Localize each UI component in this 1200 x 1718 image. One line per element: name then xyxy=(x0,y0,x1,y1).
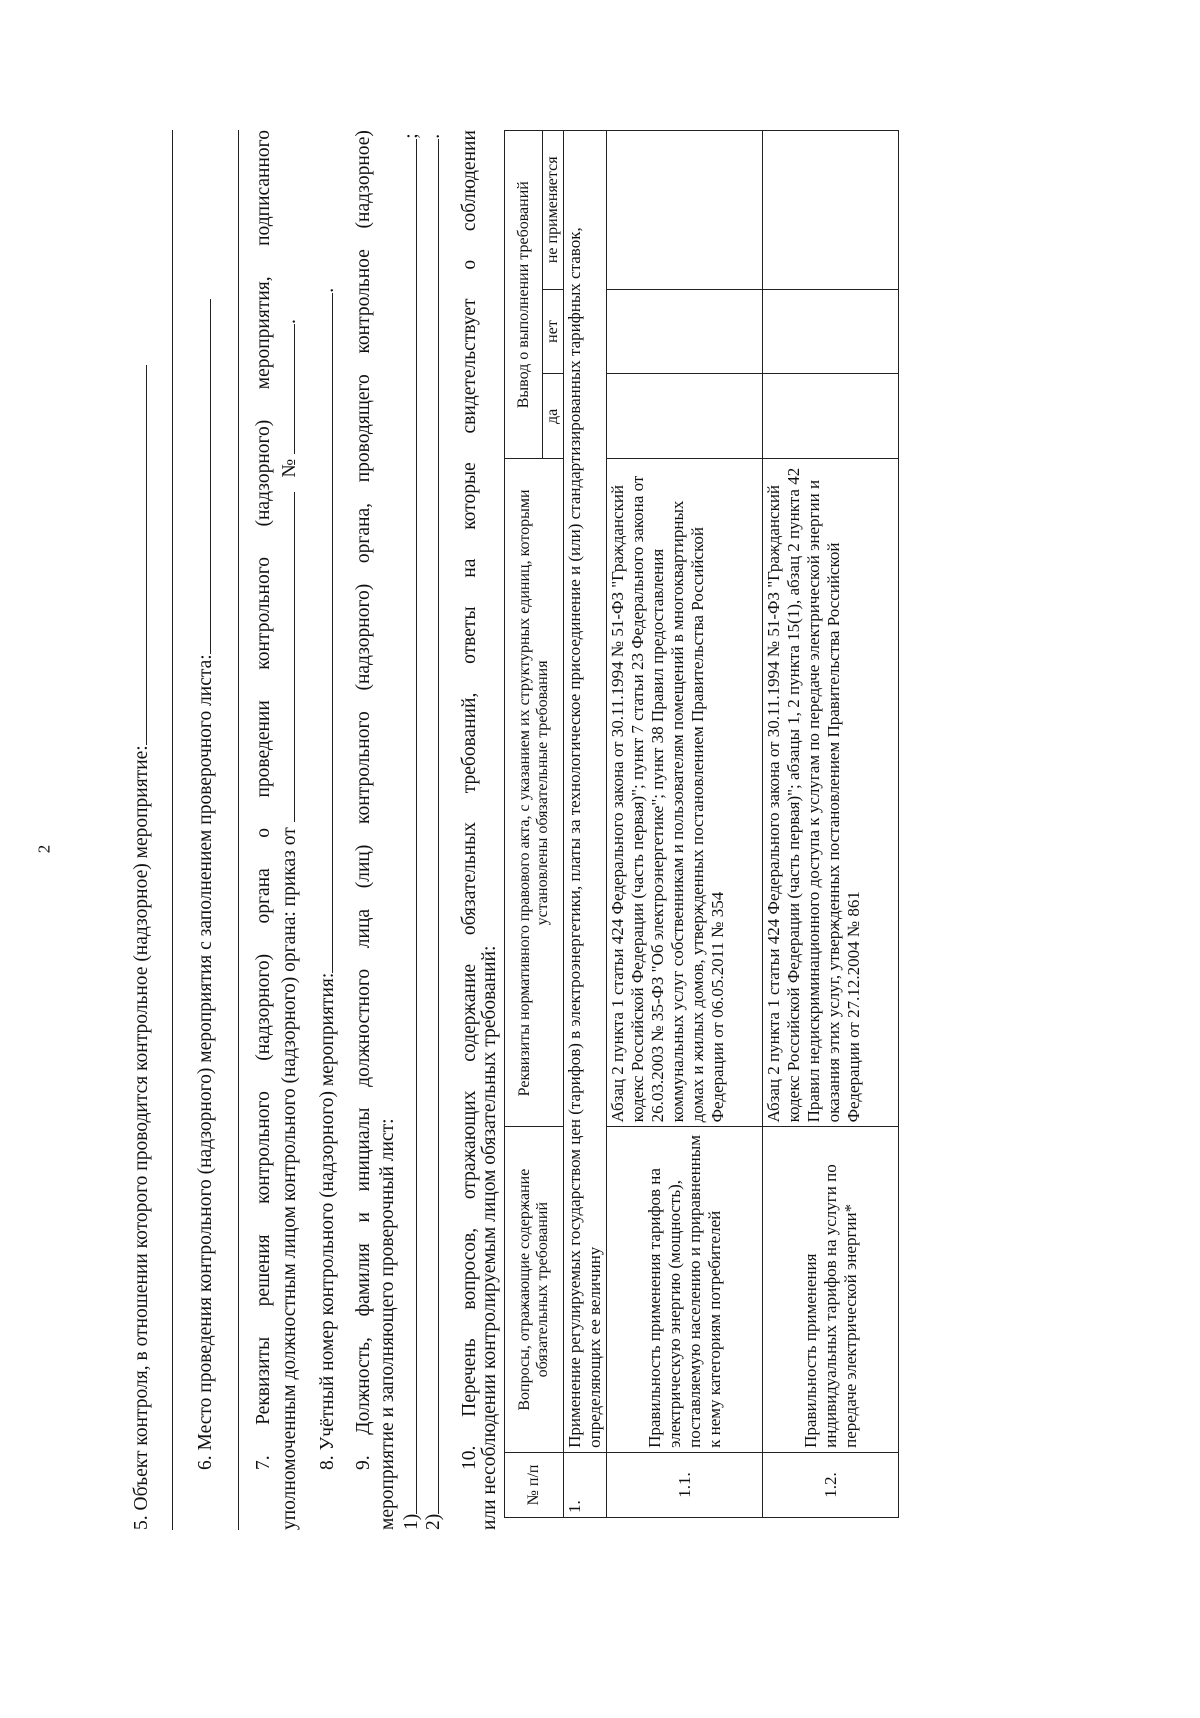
header-yes: да xyxy=(543,374,564,459)
item-6-extra-rule xyxy=(238,130,239,1530)
item-7-word: о xyxy=(253,827,274,838)
row-yes-cell[interactable] xyxy=(607,374,763,459)
table-header-row xyxy=(505,131,543,1518)
item-10-word: 10. xyxy=(459,1445,480,1470)
item-10-word: Перечень xyxy=(459,1338,480,1417)
item-9-sub-2: 2). xyxy=(420,130,446,1530)
item-7-number-sign: № xyxy=(279,458,300,478)
item-7-word: 7. xyxy=(253,1455,274,1470)
item-9-word: (надзорное) xyxy=(353,130,374,229)
item-10-word: отражающих xyxy=(459,1090,480,1200)
item-7-line-2: уполномоченным должностным лицом контрольного (надзорного) органа: приказ от № . xyxy=(276,130,302,1530)
item-9-word: контрольное xyxy=(353,249,374,354)
item-9-sub-1-blank xyxy=(398,139,417,1514)
requirements-table xyxy=(504,130,899,1518)
item-9-line-1 xyxy=(352,130,376,1470)
row-num: 1.2. xyxy=(763,1452,899,1517)
item-7-word: мероприятия, xyxy=(253,276,274,390)
item-6 xyxy=(192,130,218,1530)
item-9-sub-1-label: 1) xyxy=(401,1513,422,1530)
row-yes-cell[interactable] xyxy=(763,374,899,459)
item-8-label: 8. Учётный номер контрольного (надзорного) мероприятия: xyxy=(317,972,338,1470)
document-body xyxy=(120,130,863,1530)
row-na-cell[interactable] xyxy=(607,131,763,290)
item-7-number-blank xyxy=(276,324,295,454)
header-na: не применяется xyxy=(543,131,564,290)
section-text: Применение регулируемых государством цен (тарифов) в электроэнергетики, платы за технологическое присоединение и (или) стандартизированных тарифных ставок, определяющих ее величину xyxy=(564,131,607,1453)
row-question: Правильность применения тарифов на электрическую энергию (мощность), поставляемую населению и приравненным к нему категориям потребителей xyxy=(607,1127,763,1453)
item-8-blank xyxy=(314,293,333,973)
row-question: Правильность применения индивидуальных тарифов на услуги по передаче электрической энергии* xyxy=(763,1127,899,1453)
header-num: № п/п xyxy=(505,1452,564,1517)
item-9-word: органа, xyxy=(353,502,374,564)
item-10-word: на xyxy=(459,558,480,578)
item-10-word: соблюдении xyxy=(459,130,480,232)
header-requisites: Реквизиты нормативного правового акта, с указанием их структурных единиц, которыми установлены обязательные требования xyxy=(505,459,564,1127)
item-10-word: вопросов, xyxy=(459,1227,480,1310)
section-num: 1. xyxy=(564,1452,607,1517)
item-9-word: фамилия xyxy=(353,1243,374,1317)
item-9-sub-1: 1); xyxy=(398,130,424,1530)
item-10-word: обязательных xyxy=(459,822,480,936)
item-10-word: о xyxy=(459,259,480,270)
item-10-line-2: или несоблюдении контролируемым лицом обязательных требований: xyxy=(479,945,500,1530)
item-9-word: лица xyxy=(353,908,374,949)
table-row xyxy=(763,131,899,1518)
item-6-blank xyxy=(192,299,211,654)
row-no-cell[interactable] xyxy=(607,289,763,374)
item-7-word: решения xyxy=(253,1234,274,1307)
item-9-word: 9. xyxy=(353,1455,374,1470)
item-8: 8. Учётный номер контрольного (надзорного) мероприятия:. xyxy=(314,130,340,1530)
row-na-cell[interactable] xyxy=(763,131,899,290)
item-7-word: Реквизиты xyxy=(253,1336,274,1425)
item-9-word: и xyxy=(353,1212,374,1223)
item-7-word: проведении xyxy=(253,700,274,798)
item-7-word: контрольного xyxy=(253,556,274,670)
item-7-word: подписанного xyxy=(253,130,274,246)
item-7-word: органа xyxy=(253,868,274,924)
row-no-cell[interactable] xyxy=(763,289,899,374)
item-7-word: (надзорного) xyxy=(253,419,274,527)
item-10-word: содержание xyxy=(459,963,480,1062)
item-5 xyxy=(128,130,154,1530)
page-number: 2 xyxy=(34,844,54,854)
header-no: нет xyxy=(543,289,564,374)
item-9-word: Должность, xyxy=(353,1337,374,1435)
item-7-line-1 xyxy=(252,130,276,1470)
item-10-word: свидетельствует xyxy=(459,298,480,434)
item-9-line-2: мероприятие и заполняющего проверочный лист: xyxy=(377,1118,398,1530)
table-row xyxy=(607,131,763,1518)
header-conclusion: Вывод о выполнении требований xyxy=(505,131,543,459)
item-5-label: 5. Объект контроля, в отношении которого проводится контрольное (надзорное) мероприятие: xyxy=(131,745,152,1530)
item-9-sub-2-label: 2) xyxy=(423,1513,444,1530)
item-7-word: (надзорного) xyxy=(253,953,274,1061)
item-10-word: ответы xyxy=(459,606,480,664)
item-7-word: контрольного xyxy=(253,1091,274,1204)
item-9-sub-2-blank xyxy=(420,139,439,1514)
row-num: 1.1. xyxy=(607,1452,763,1517)
item-9-word: должностного xyxy=(353,968,374,1087)
item-10-word: требований, xyxy=(459,692,480,794)
item-9-word: (лиц) xyxy=(353,844,374,889)
item-5-blank xyxy=(128,365,147,745)
item-6-label: 6. Место проведения контрольного (надзорного) мероприятия с заполнением проверочного листа: xyxy=(195,654,216,1470)
item-7-date-blank xyxy=(276,492,295,822)
row-requisites: Абзац 2 пункта 1 статьи 424 Федерального закона от 30.11.1994 № 51-ФЗ "Гражданский кодекс Российской Федерации (часть первая)"; абзацы 1, 2 пункта 15(1), абзац 2 пункта 42 Правил недискриминационного доступа к услугам по передаче электрической энергии и оказания этих услуг, утвержденных постановлением Правительства Российской Федерации от 27.12.2004 № 861 xyxy=(763,459,899,1127)
item-9-word: проводящего xyxy=(353,374,374,483)
row-requisites: Абзац 2 пункта 1 статьи 424 Федерального закона от 30.11.1994 № 51-ФЗ "Гражданский кодекс Российской Федерации (часть первая)"; пункт 7 статьи 23 Федерального закона от 26.03.2003 № 35-ФЗ "Об электроэнергетике"; пункт 38 Правил предоставления коммунальных услуг собственникам и пользователям помещений в многоквартирных домах и жилых домов, утвержденных постановлением Правительства Российской Федерации от 06.05.2011 № 354 xyxy=(607,459,763,1127)
item-9-word: (надзорного) xyxy=(353,583,374,691)
header-questions: Вопросы, отражающие содержание обязательных требований xyxy=(505,1127,564,1453)
item-9-word: контрольного xyxy=(353,711,374,824)
table-section-row xyxy=(564,131,607,1518)
item-9-word: инициалы xyxy=(353,1107,374,1192)
item-5-extra-rule xyxy=(172,130,173,1530)
item-10-word: которые xyxy=(459,462,480,530)
item-7-order-label: уполномоченным должностным лицом контрольного (надзорного) органа: приказ от xyxy=(279,827,300,1530)
